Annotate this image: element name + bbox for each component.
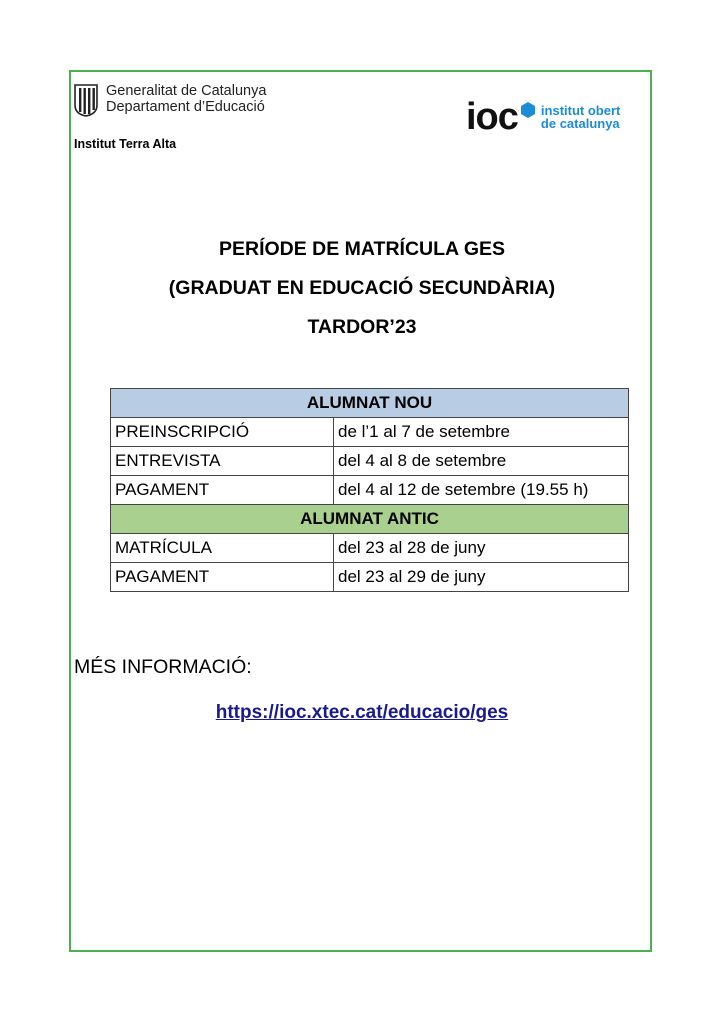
title-line-1: PERÍODE DE MATRÍCULA GES (218, 238, 506, 260)
table-row (111, 476, 629, 505)
row-label: MATRÍCULA (111, 534, 334, 563)
schedule-table (110, 388, 629, 592)
row-value: del 4 al 12 de setembre (19.55 h) (334, 476, 629, 505)
more-info-link-wrapper (0, 702, 724, 724)
ioc-subtitle-line-2: de catalunya (540, 116, 620, 131)
table-row (111, 534, 629, 563)
returning-students-header: ALUMNAT ANTIC (111, 505, 629, 534)
table-row (111, 447, 629, 476)
gencat-name (106, 83, 266, 115)
table-header-row (111, 389, 629, 418)
table-header-row (111, 505, 629, 534)
school-name: Institut Terra Alta (74, 137, 177, 151)
ioc-subtitle-line-1: institut obert (540, 103, 621, 118)
gencat-logo-icon (73, 83, 99, 117)
ioc-hexagon-icon (521, 102, 535, 118)
gencat-header (73, 83, 266, 117)
title-line-2: (GRADUAT EN EDUCACIÓ SECUNDÀRIA) (168, 277, 556, 299)
ioc-wordmark: ioc (466, 96, 518, 138)
new-students-header: ALUMNAT NOU (111, 389, 629, 418)
ioc-subtitle (541, 104, 620, 130)
row-label: PAGAMENT (111, 476, 334, 505)
row-value: de l’1 al 7 de setembre (334, 418, 629, 447)
row-label: PREINSCRIPCIÓ (111, 418, 334, 447)
gencat-line-1: Generalitat de Catalunya (106, 83, 267, 99)
table-row (111, 418, 629, 447)
row-value: del 23 al 29 de juny (334, 563, 629, 592)
more-info-label: MÉS INFORMACIÓ: (74, 656, 252, 678)
table-row (111, 563, 629, 592)
row-label: ENTREVISTA (111, 447, 334, 476)
more-info-link[interactable]: https://ioc.xtec.cat/educacio/ges (215, 702, 509, 723)
gencat-line-2: Departament d’Educació (106, 99, 265, 115)
row-value: del 23 al 28 de juny (334, 534, 629, 563)
row-value: del 4 al 8 de setembre (334, 447, 629, 476)
ioc-logo (466, 98, 620, 136)
row-label: PAGAMENT (111, 563, 334, 592)
title-line-3: TARDOR’23 (307, 316, 417, 338)
